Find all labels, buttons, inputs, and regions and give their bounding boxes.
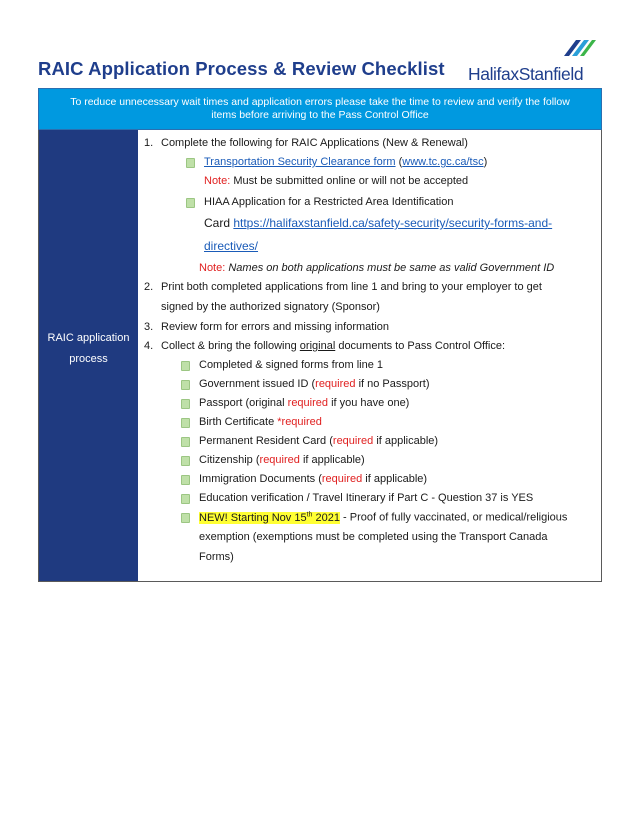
checkbox-bullet-icon (181, 475, 190, 485)
step-1-text: Complete the following for RAIC Applications (New & Renewal) (161, 137, 468, 149)
checkbox-bullet-icon (181, 437, 190, 447)
halifax-stanfield-wings-icon (562, 38, 596, 58)
document-item: Birth Certificate *required (199, 416, 322, 428)
document-item: Education verification / Travel Itinerary if Part C - Question 37 is YES (199, 492, 534, 504)
hiaa-line-2: Card https://halifaxstanfield.ca/safety-security/security-forms-and- (204, 216, 553, 230)
step-2-line-1: Print both completed applications from line 1 and bring to your employer to get (161, 281, 542, 293)
step-2-number: 2. (144, 281, 154, 293)
checkbox-bullet-icon (181, 361, 190, 371)
document-item-vaccination: NEW! Starting Nov 15th 2021 - Proof of fully vaccinated, or medical/religious (199, 511, 568, 524)
note-names: Note: Names on both applications must be same as valid Government ID (199, 262, 555, 274)
document-item: Passport (original required if you have one) (199, 397, 410, 409)
tsc-url-link[interactable]: www.tc.gc.ca/tsc (402, 156, 484, 168)
checkbox-bullet-icon (181, 380, 190, 390)
side-label-cell (39, 130, 138, 581)
document-item: Immigration Documents (required if applicable) (199, 473, 428, 485)
hiaa-url-link-cont[interactable]: directives/ (204, 239, 259, 253)
step-2-line-2: signed by the authorized signatory (Sponsor) (161, 301, 380, 313)
document-item: Completed & signed forms from line 1 (199, 359, 384, 371)
checkbox-bullet-icon (181, 399, 190, 409)
page-title: RAIC Application Process & Review Checklist (38, 58, 445, 79)
document-item: Citizenship (required if applicable) (199, 454, 365, 466)
document-item: Government issued ID (required if no Passport) (199, 378, 430, 390)
banner-line-1: To reduce unnecessary wait times and application errors please take the time to review and verify the follow (70, 96, 570, 108)
step-1-number: 1. (144, 137, 154, 149)
tsc-line: Transportation Security Clearance form (www.tc.gc.ca/tsc) (204, 156, 488, 168)
instruction-banner (38, 88, 602, 130)
checkbox-bullet-icon (181, 513, 190, 523)
step-4-number: 4. (144, 340, 154, 352)
tsc-form-link[interactable]: Transportation Security Clearance form (204, 156, 396, 168)
hiaa-line-1: HIAA Application for a Restricted Area Identification (204, 196, 454, 208)
vaccination-line-2: exemption (exemptions must be completed using the Transport Canada (199, 531, 548, 543)
checkbox-bullet-icon (181, 494, 190, 504)
note-online: Note: Must be submitted online or will not be accepted (204, 175, 469, 187)
step-3-text: Review form for errors and missing information (161, 321, 390, 333)
banner-line-2: items before arriving to the Pass Control Office (211, 109, 429, 121)
document-item: Permanent Resident Card (required if applicable) (199, 435, 439, 447)
hiaa-line-3 (204, 239, 258, 253)
checklist-table (38, 130, 602, 582)
side-label-line-1: RAIC application (47, 332, 130, 344)
logo-text: HalifaxStanfield (468, 64, 584, 84)
checkbox-bullet-icon (181, 418, 190, 428)
checkbox-bullet-icon (186, 158, 195, 168)
vaccination-line-3: Forms) (199, 551, 234, 563)
side-label-line-2: process (69, 353, 108, 365)
checkbox-bullet-icon (186, 198, 195, 208)
new-highlight: NEW! Starting Nov 15th 2021 (199, 511, 340, 524)
step-4-text: Collect & bring the following original documents to Pass Control Office: (161, 340, 506, 352)
checkbox-bullet-icon (181, 456, 190, 466)
hiaa-url-link[interactable]: https://halifaxstanfield.ca/safety-security/security-forms-and- (233, 216, 553, 230)
step-3-number: 3. (144, 321, 154, 333)
halifax-stanfield-logo (468, 38, 596, 86)
side-label (39, 328, 138, 370)
